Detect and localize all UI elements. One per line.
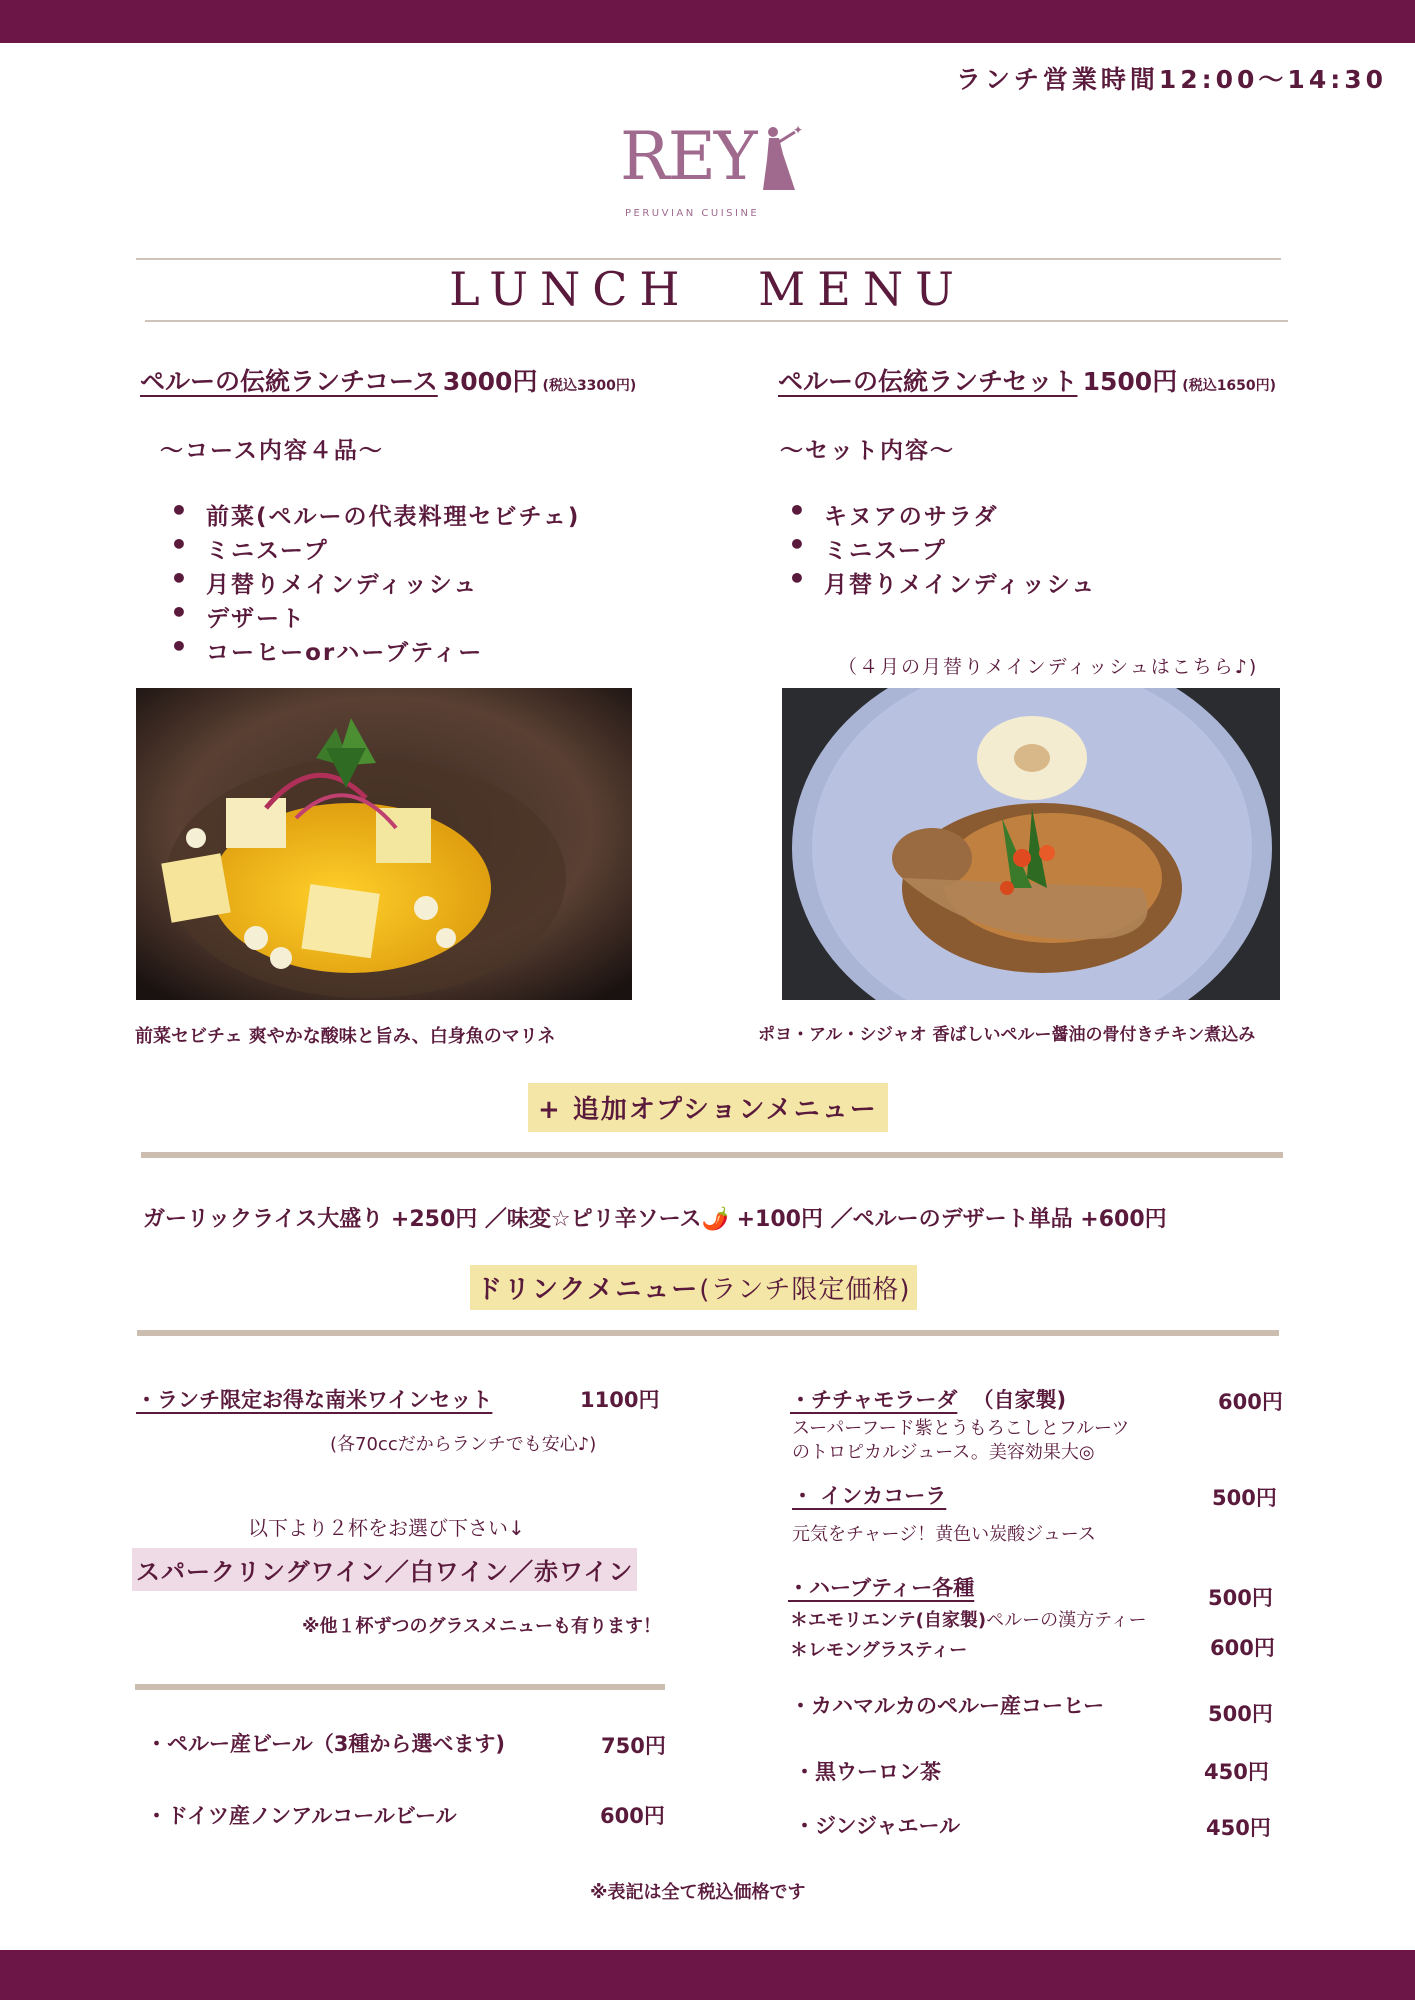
chicha-heading [790,1384,1066,1414]
herb2-name: ＊レモングラスティー [790,1640,968,1661]
top-bar [0,0,1415,43]
wine-set-name: ・ランチ限定お得な南米ワインセット [136,1388,493,1412]
beer1-price: 750円 [601,1734,666,1758]
beer-rule [135,1684,665,1690]
chicha-desc-2: のトロピカルジュース。美容効果大◎ [792,1442,1095,1463]
logo [620,118,805,224]
chicha-price: 600円 [1218,1390,1283,1414]
chicken-photo [782,688,1280,1000]
beer1-name: ・ペルー産ビール（3種から選べます) [146,1732,505,1756]
options-line: ガーリックライス大盛り +250円 ／味変☆ピリ辛ソース🌶️ +100円 ／ペルーのデザート単品 +600円 [143,1207,1167,1232]
set-note: （４月の月替りメインディッシュはこちら♪) [838,656,1259,678]
title-rule-bottom [145,320,1288,322]
tax-note: ※表記は全て税込価格です [590,1882,806,1903]
list-item: • デザート [170,600,580,634]
oolong-name: ・黒ウーロン茶 [794,1760,941,1784]
herb-name: ・ハーブティー各種 [788,1576,975,1600]
svg-text:✦: ✦ [793,124,804,137]
set-price: 1500円 [1082,367,1178,396]
course-subhead: 〜コース内容４品〜 [160,438,384,464]
ceviche-photo [136,688,632,1000]
herb1-line [790,1606,1147,1632]
beer2-price: 600円 [600,1804,665,1828]
ceviche-caption: 前菜セビチェ 爽やかな酸味と旨み、白身魚のマリネ [135,1026,556,1047]
drinks-rule [137,1330,1279,1336]
inca-desc: 元気をチャージ！黄色い炭酸ジュース [792,1524,1096,1545]
wine-options: スパークリングワイン／白ワイン／赤ワイン [132,1548,637,1591]
set-subhead: 〜セット内容〜 [780,438,955,464]
set-name: ペルーの伝統ランチセット [778,367,1078,396]
herb2-price: 600円 [1210,1636,1275,1660]
course-items [170,498,580,668]
coffee-price: 500円 [1208,1702,1273,1726]
lunch-hours: ランチ営業時間12:00〜14:30 [955,65,1387,94]
page-title: LUNCH MENU [449,262,966,316]
list-item: • 月替りメインディッシュ [170,566,580,600]
chicha-tag: （自家製) [972,1388,1067,1412]
course-tax: (税込3300円) [542,378,637,394]
set-tax: (税込1650円) [1182,378,1277,394]
course-name: ペルーの伝統ランチコース [140,367,438,396]
drinks-title [470,1265,917,1310]
coffee-name: ・カハマルカのペルー産コーヒー [790,1694,1105,1718]
list-item: • 前菜(ペルーの代表料理セビチェ) [170,498,580,532]
herb1-rest: ペルーの漢方ティー [986,1610,1147,1631]
wine-set-note: (各70ccだからランチでも安心♪) [330,1434,597,1455]
list-item: • ミニスープ [788,532,1096,566]
ginger-name: ・ジンジャエール [794,1814,961,1838]
options-rule [141,1152,1283,1158]
options-title: + 追加オプションメニュー [528,1083,888,1132]
drinks-title-bold: ドリンクメニュー [476,1275,700,1305]
wine-set-price: 1100円 [580,1388,660,1412]
list-item: • 月替りメインディッシュ [788,566,1096,600]
herb1-price: 500円 [1208,1586,1273,1610]
course-price: 3000円 [442,367,538,396]
title-rule-top [136,258,1281,260]
logo-word: REY [620,118,756,195]
herb1-bold: ＊エモリエンテ(自家製) [790,1610,987,1631]
dancer-icon [755,124,805,194]
inca-name: ・ インカコーラ [792,1484,947,1508]
logo-subtitle: PERUVIAN CUISINE [625,208,760,219]
inca-price: 500円 [1212,1486,1277,1510]
glass-note: ※他１杯ずつのグラスメニューも有ります！ [302,1616,661,1637]
drinks-title-rest: (ランチ限定価格) [699,1275,911,1305]
chicken-caption: ポヨ・アル・シジャオ 香ばしいペルー醤油の骨付きチキン煮込み [758,1025,1256,1045]
ginger-price: 450円 [1206,1816,1271,1840]
chicha-desc-1: スーパーフード紫とうもろこしとフルーツ [792,1418,1130,1439]
list-item: • コーヒーorハーブティー [170,634,580,668]
list-item: • キヌアのサラダ [788,498,1096,532]
list-item: • ミニスープ [170,532,580,566]
beer2-name: ・ドイツ産ノンアルコールビール [146,1804,457,1828]
oolong-price: 450円 [1204,1760,1269,1784]
set-heading [778,362,1276,398]
set-items [788,498,1096,600]
chicha-name: ・チチャモラーダ [790,1388,958,1412]
course-heading [140,362,636,398]
wine-choose: 以下より２杯をお選び下さい↓ [248,1516,525,1540]
bottom-bar [0,1950,1415,2000]
